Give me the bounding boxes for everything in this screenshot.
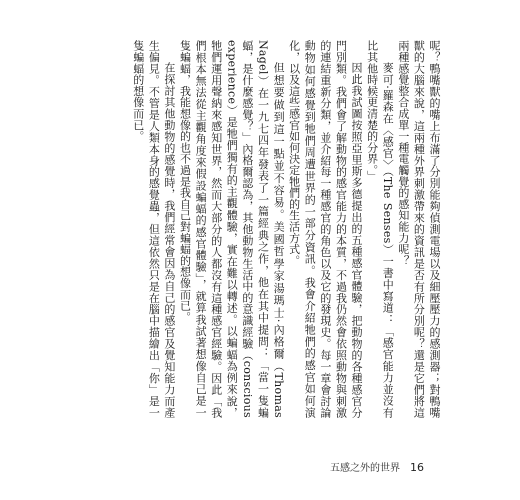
page-footer: [330, 459, 424, 474]
paragraph: 但想要做到這一點並不容易。美國哲學家湯瑪士·內格爾（Thomas Nagel）在一九七四年發表了一篇經典之作，他在其中提問：「當一隻蝙蝠，是什麼感覺？」內格爾認為，其他動物生活中的意識經驗（conscious experience）是牠們獨有的主觀體驗，實在難以轉述。以蝙蝠為例來說，牠們運用聲納來感知世界，然而大部分的人都沒有這種感官經驗。因此「我們根本無法從主觀角度來假設蝙蝠的感官體驗」，就算我試著想像自己是一隻蝙蝠，我能想像的也不過是我自己對蝙蝠的想像而已。: [178, 40, 286, 418]
paragraph: 呢？鴨嘴獸的嘴上布滿了分別能夠偵測電場以及細壓壓力的感測器；對鴨嘴獸的大腦來說，這兩種外界刺激帶來的資訊是否有所分別呢？還是它們將這兩種感覺整合成單一種電觸覺的感知能力呢？: [396, 40, 441, 418]
paragraph: 麥可·羅森在〈感官〉（The Senses）一書中寫道：「感官能力並沒有比其他時候更清楚的分界。」: [365, 40, 395, 418]
chapter-title: 五感之外的世界: [330, 463, 400, 474]
paragraph: 因此我試圖按照亞里斯多德提出的五種感官體驗，把動物的各種感官分門別類。我們會了解動物的感官能力的本質，不過我仍然會依照動物與刺激的連結重新分類，並介紹每一種感官的角色以及它的發現史。每一章會討論動物如何感覺到牠們周遭世界的一部分資訊。我會介紹牠們的感官如何演化，以及這些感官如何決定牠們的生活方式。: [287, 40, 364, 418]
page-number: 16: [410, 461, 424, 474]
vertical-text-block: [122, 40, 442, 418]
paragraph: 在探討其他動物的感覺時，我們經常會因為自己的感官及覺知能力而產生偏見。不管是人類本身的感覺蟲，但這依然只是在腦中描繪出「你」是一隻蝙蝠的想像而已。: [131, 40, 176, 418]
